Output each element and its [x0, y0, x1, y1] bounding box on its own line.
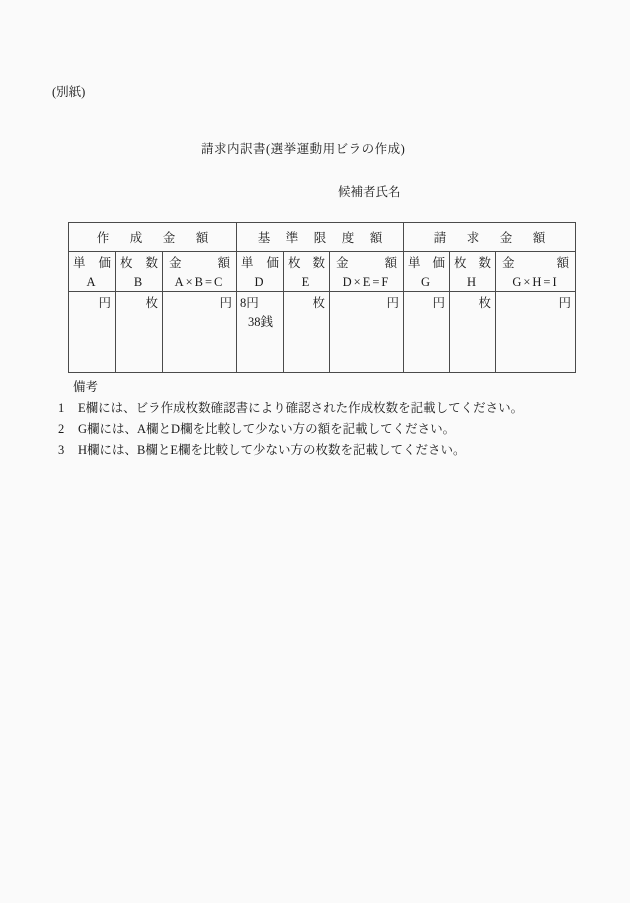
col-header-label: 金 額	[169, 256, 230, 270]
col-header-sheet-count-b	[116, 252, 163, 292]
col-letter: G	[420, 275, 433, 289]
unit-sheets-label: 枚	[478, 296, 491, 310]
page-title: 請求内訳書(選挙運動用ビラの作成)	[201, 142, 406, 156]
col-header-sheet-count-h	[450, 252, 496, 292]
col-header-label: 金 額	[336, 256, 397, 270]
remark-text: E欄には、ビラ作成枚数確認書により確認された作成枚数を記載してください。	[78, 401, 524, 415]
col-letter: A	[86, 275, 98, 289]
group-header-row	[69, 223, 576, 252]
col-header-label: 枚 数	[120, 256, 158, 270]
cell-amount-i	[496, 292, 576, 373]
limit-price-sen: 38銭	[248, 315, 274, 329]
unit-yen-label: 円	[219, 296, 232, 310]
group-header-billing-amount: 請求金額	[404, 223, 576, 252]
unit-yen-label: 円	[558, 296, 571, 310]
col-letter: B	[133, 275, 145, 289]
col-formula: A×B=C	[174, 275, 225, 289]
remark-text: H欄には、B欄とE欄を比較して少ない方の枚数を記載してください。	[78, 443, 466, 457]
col-header-label: 単 価	[73, 256, 111, 270]
unit-yen-label: 円	[386, 296, 399, 310]
cell-amount-f	[330, 292, 404, 373]
col-header-amount-c	[163, 252, 237, 292]
remark-number: 2	[58, 422, 65, 436]
remark-item-3	[55, 440, 585, 461]
col-header-label: 単 価	[408, 256, 445, 270]
remark-number: 1	[58, 401, 65, 415]
col-formula: D×E=F	[342, 275, 391, 289]
remarks-heading: 備考	[73, 380, 99, 394]
col-header-amount-f	[330, 252, 404, 292]
group-header-production-amount: 作成金額	[69, 223, 237, 252]
col-letter: E	[301, 275, 312, 289]
column-header-row	[69, 252, 576, 292]
remarks-section	[55, 377, 585, 461]
col-header-label: 単 価	[241, 256, 279, 270]
col-header-unit-price-g	[404, 252, 450, 292]
unit-yen-label: 円	[432, 296, 445, 310]
col-header-sheet-count-e	[284, 252, 330, 292]
col-letter: D	[254, 275, 266, 289]
remark-item-2	[55, 419, 585, 440]
col-header-label: 枚 数	[288, 256, 325, 270]
remark-text: G欄には、A欄とD欄を比較して少ない方の額を記載してください。	[78, 422, 456, 436]
cell-sheet-count-h	[450, 292, 496, 373]
col-header-label: 金 額	[502, 256, 569, 270]
cell-unit-price-g	[404, 292, 450, 373]
unit-yen-label: 円	[98, 296, 111, 310]
attachment-note: (別紙)	[52, 85, 86, 99]
col-letter: H	[466, 275, 479, 289]
cell-sheet-count-b	[116, 292, 163, 373]
remark-number: 3	[58, 443, 65, 457]
limit-price-yen: 8円	[240, 296, 259, 310]
unit-sheets-label: 枚	[145, 296, 158, 310]
cell-unit-price-d	[237, 292, 284, 373]
data-entry-row	[69, 292, 576, 373]
cell-sheet-count-e	[284, 292, 330, 373]
invoice-breakdown-table	[68, 222, 576, 373]
group-header-standard-limit: 基準限度額	[237, 223, 404, 252]
cell-unit-price-a	[69, 292, 116, 373]
col-header-label: 枚 数	[454, 256, 491, 270]
col-header-amount-i	[496, 252, 576, 292]
candidate-name-label: 候補者氏名	[338, 185, 401, 199]
unit-sheets-label: 枚	[312, 296, 325, 310]
col-header-unit-price-a	[69, 252, 116, 292]
col-formula: G×H=I	[512, 275, 559, 289]
col-header-unit-price-d	[237, 252, 284, 292]
cell-amount-c	[163, 292, 237, 373]
remark-item-1	[55, 398, 585, 419]
